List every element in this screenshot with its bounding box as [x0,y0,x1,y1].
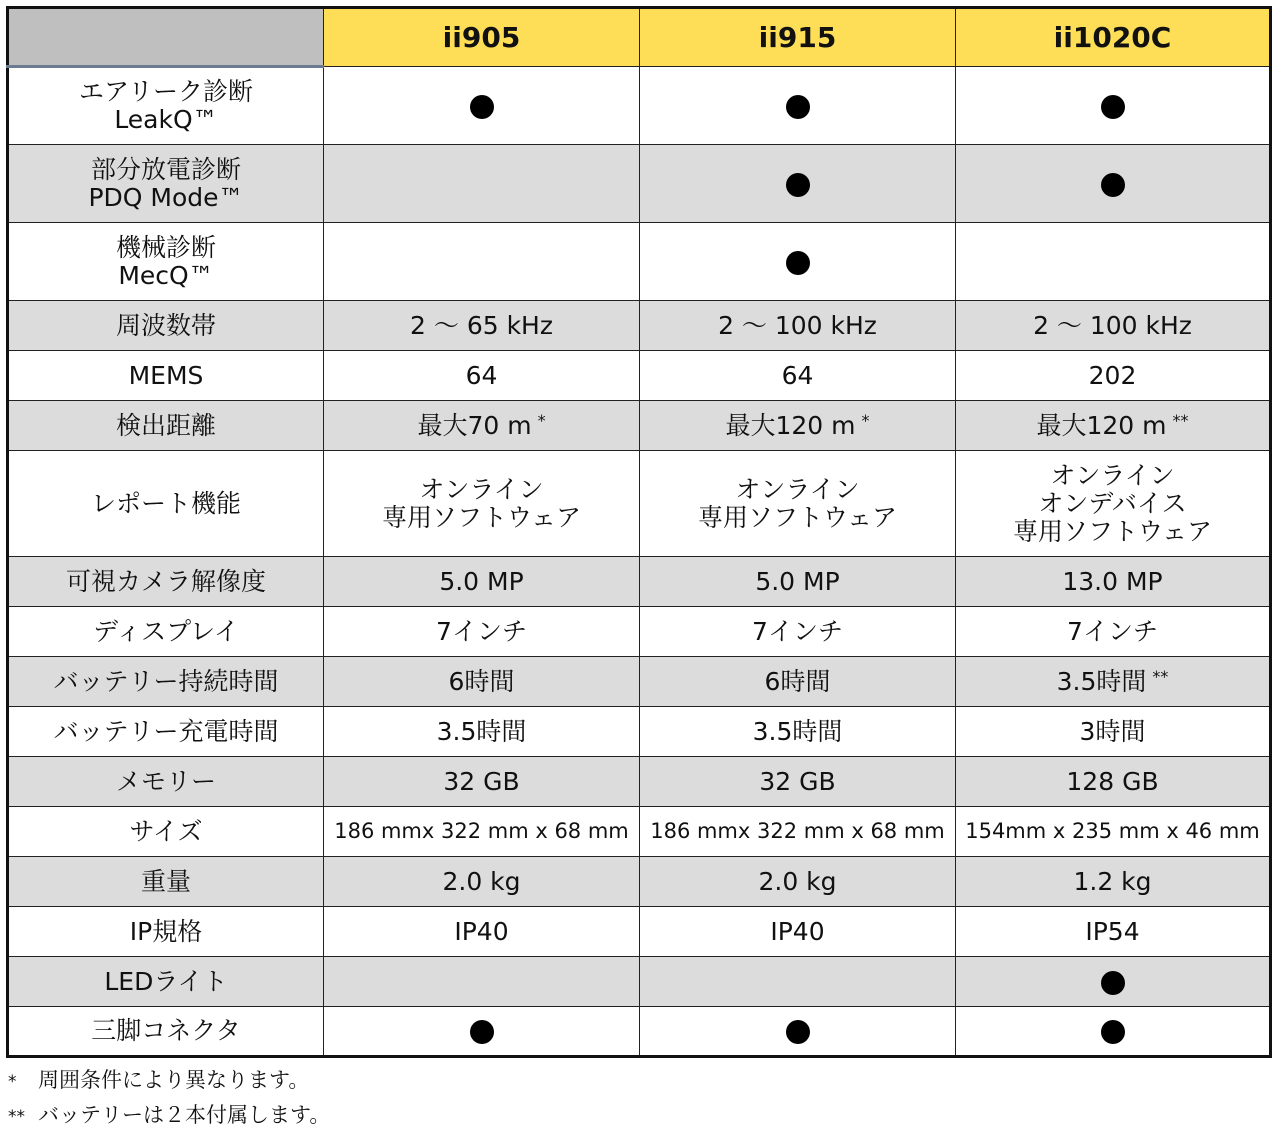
spec-value: IP40 [454,916,509,946]
spec-label: メモリー [8,757,324,807]
spec-value-cell [956,145,1271,223]
spec-row [8,757,1271,807]
supported-dot-icon [786,173,810,197]
spec-label: IP規格 [8,907,324,957]
spec-value-cell [324,807,640,857]
spec-row [8,807,1271,857]
spec-label: エアリーク診断 LeakQ™ [8,67,324,145]
spec-row [8,223,1271,301]
spec-table-body [8,67,1271,1057]
footnote [8,1064,330,1099]
spec-label: バッテリー持続時間 [8,657,324,707]
spec-value: 64 [781,360,814,390]
spec-value-cell [640,451,956,557]
spec-row [8,67,1271,145]
spec-row [8,907,1271,957]
spec-value: 154mm x 235 mm x 46 mm [965,818,1260,843]
spec-value-cell [956,957,1271,1007]
spec-row [8,451,1271,557]
spec-label: サイズ [8,807,324,857]
corner-cell [8,8,324,67]
supported-dot-icon [786,95,810,119]
spec-value-cell [324,557,640,607]
model-header-ii905: ii905 [324,8,640,67]
spec-value: 6時間 [448,666,515,696]
spec-label: 三脚コネクタ [8,1007,324,1057]
spec-value: 7インチ [1067,616,1158,646]
spec-value: 3時間 [1079,716,1146,746]
supported-dot-icon [1101,971,1125,995]
spec-value: 3.5時間 [1056,666,1147,696]
spec-value-cell [640,301,956,351]
spec-value: 32 GB [443,766,520,796]
spec-value: 最大120 m [725,410,856,440]
spec-value-cell [956,757,1271,807]
spec-value: 3.5時間 [436,716,527,746]
spec-label: 部分放電診断 PDQ Mode™ [8,145,324,223]
spec-value-cell [324,145,640,223]
spec-row [8,857,1271,907]
spec-value-cell [956,607,1271,657]
spec-label: 周波数帯 [8,301,324,351]
supported-dot-icon [1101,95,1125,119]
spec-value: 5.0 MP [755,566,840,596]
spec-value: IP54 [1085,916,1140,946]
spec-value: 128 GB [1066,766,1159,796]
spec-value-cell [640,907,956,957]
spec-value: 2.0 kg [442,866,521,896]
spec-row [8,957,1271,1007]
spec-value-cell [956,1007,1271,1057]
spec-value: 最大120 m [1036,410,1167,440]
spec-row [8,607,1271,657]
spec-value-cell [324,401,640,451]
spec-value-cell [640,351,956,401]
spec-row [8,351,1271,401]
supported-dot-icon [786,251,810,275]
spec-value: 5.0 MP [439,566,524,596]
spec-value-cell [640,807,956,857]
spec-value-cell [640,1007,956,1057]
footnote-mark: ** [8,1107,25,1127]
spec-value-cell [324,757,640,807]
spec-value-cell [956,451,1271,557]
spec-value: 64 [465,360,498,390]
spec-value-cell [956,301,1271,351]
footnote-mark: * [8,1072,17,1092]
spec-comparison-table [6,6,1272,1058]
spec-label: LEDライト [8,957,324,1007]
spec-value-cell [640,657,956,707]
supported-dot-icon [1101,173,1125,197]
spec-value: 2 ～ 100 kHz [718,310,877,340]
spec-label: ディスプレイ [8,607,324,657]
spec-label: MEMS [8,351,324,401]
spec-value-cell [640,607,956,657]
spec-label: 重量 [8,857,324,907]
spec-value-cell [324,857,640,907]
spec-row [8,401,1271,451]
spec-value-cell [324,223,640,301]
spec-label: 機械診断 MecQ™ [8,223,324,301]
spec-label: バッテリー充電時間 [8,707,324,757]
supported-dot-icon [470,95,494,119]
supported-dot-icon [470,1020,494,1044]
spec-value: 1.2 kg [1073,866,1152,896]
footnote-ref: ** [1152,666,1169,686]
spec-row [8,557,1271,607]
model-header-ii1020c: ii1020C [956,8,1271,67]
spec-value: 186 mmx 322 mm x 68 mm [650,818,945,843]
spec-value: オンライン 専用ソフトウェア [381,474,581,532]
spec-value-cell [640,857,956,907]
spec-value-cell [324,657,640,707]
spec-label: 検出距離 [8,401,324,451]
spec-row [8,657,1271,707]
spec-value-cell [324,957,640,1007]
spec-value: 2 ～ 65 kHz [410,310,553,340]
spec-value: 32 GB [759,766,836,796]
spec-value: 2.0 kg [758,866,837,896]
spec-value: 13.0 MP [1062,566,1163,596]
spec-value: 202 [1088,360,1137,390]
model-header-ii915: ii915 [640,8,956,67]
spec-row [8,145,1271,223]
spec-label: レポート機能 [8,451,324,557]
spec-value-cell [324,1007,640,1057]
supported-dot-icon [1101,1020,1125,1044]
spec-value-cell [956,707,1271,757]
spec-value-cell [956,907,1271,957]
spec-value-cell [640,707,956,757]
footnote-text: 周囲条件により異なります。 [38,1068,310,1092]
spec-value-cell [956,557,1271,607]
spec-value-cell [324,67,640,145]
spec-value: 2 ～ 100 kHz [1033,310,1192,340]
spec-value-cell [640,957,956,1007]
header-row [8,8,1271,67]
spec-value-cell [956,807,1271,857]
spec-value-cell [324,301,640,351]
spec-value-cell [324,351,640,401]
spec-value-cell [956,351,1271,401]
spec-row [8,707,1271,757]
spec-value-cell [324,607,640,657]
spec-value: 186 mmx 322 mm x 68 mm [334,818,629,843]
spec-value: 6時間 [764,666,831,696]
spec-value: 3.5時間 [752,716,843,746]
footnotes [8,1064,330,1134]
spec-value-cell [956,857,1271,907]
spec-value-cell [956,67,1271,145]
spec-label: 可視カメラ解像度 [8,557,324,607]
footnote [8,1099,330,1134]
spec-value-cell [324,907,640,957]
spec-value: 最大70 m [417,410,532,440]
spec-value-cell [324,707,640,757]
spec-value: 7インチ [436,616,527,646]
spec-value: オンライン 専用ソフトウェア [697,474,897,532]
spec-value-cell [640,67,956,145]
spec-value-cell [640,401,956,451]
footnote-ref: * [861,410,870,430]
spec-value-cell [956,657,1271,707]
spec-value-cell [324,451,640,557]
footnote-ref: ** [1172,410,1189,430]
spec-value: IP40 [770,916,825,946]
spec-value-cell [956,401,1271,451]
spec-value-cell [640,557,956,607]
spec-value-cell [640,145,956,223]
footnote-ref: * [537,410,546,430]
spec-row [8,1007,1271,1057]
spec-value-cell [956,223,1271,301]
footnote-text: バッテリーは２本付属します。 [38,1103,331,1127]
spec-value: オンライン オンデバイス 専用ソフトウェア [1012,460,1212,546]
spec-value-cell [640,757,956,807]
spec-value: 7インチ [752,616,843,646]
spec-value-cell [640,223,956,301]
spec-row [8,301,1271,351]
supported-dot-icon [786,1020,810,1044]
